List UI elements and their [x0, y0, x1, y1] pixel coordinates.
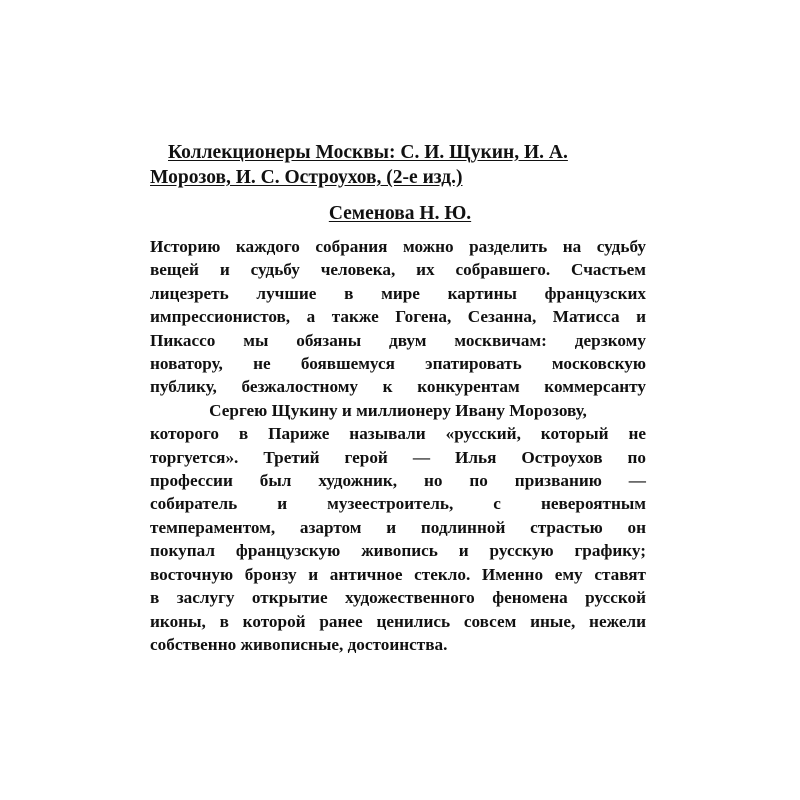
paragraph-line: Пикассо мы обязаны двум москвичам: дерзкому [150, 330, 646, 350]
paragraph-line: торгуется». Третий герой — Илья Остроухов по [150, 447, 646, 467]
paragraph-line: новатору, не боявшемуся эпатировать московскую [150, 354, 646, 374]
book-title-line-2: Морозов, И. С. Остроухов, (2-е изд.) [150, 167, 463, 188]
paragraph-line: в заслугу открытие художественного феномена русской [150, 588, 646, 608]
book-title [150, 140, 650, 190]
paragraph-line: Сергею Щукину и миллионеру Ивану Морозову, [209, 400, 587, 420]
paragraph-line: лицезреть лучшие в мире картины французских [150, 283, 646, 303]
paragraph-line: Историю каждого собрания можно разделить на судьбу [150, 237, 646, 256]
paragraph-line: публику, безжалостному к конкурентам коммерсанту [150, 377, 646, 397]
paragraph-line: восточную бронзу и античное стекло. Именно ему ставят [150, 564, 646, 584]
book-title-line-1: Коллекционеры Москвы: С. И. Щукин, И. А. [168, 142, 568, 163]
paragraph-line: покупал французскую живопись и русскую графику; [150, 541, 646, 561]
description-paragraph [150, 235, 646, 656]
paragraph-line: темпераментом, азартом и подлинной страстью он [150, 517, 646, 537]
paragraph-line: профессии был художник, но по призванию — [150, 471, 646, 491]
paragraph-line: иконы, в которой ранее ценились совсем иные, нежели [150, 611, 646, 631]
paragraph-line: которого в Париже называли «русский, который не [150, 424, 646, 444]
paragraph-line: вещей и судьбу человека, их собравшего. Счастьем [150, 260, 646, 280]
paragraph-line: собственно живописные, достоинства. [150, 634, 448, 654]
author-name: Семенова Н. Ю. [328, 203, 472, 224]
paragraph-line: импрессионистов, а также Гогена, Сезанна, Матисса и [150, 307, 646, 327]
paragraph-line: собиратель и музеестроитель, с невероятным [150, 494, 646, 514]
